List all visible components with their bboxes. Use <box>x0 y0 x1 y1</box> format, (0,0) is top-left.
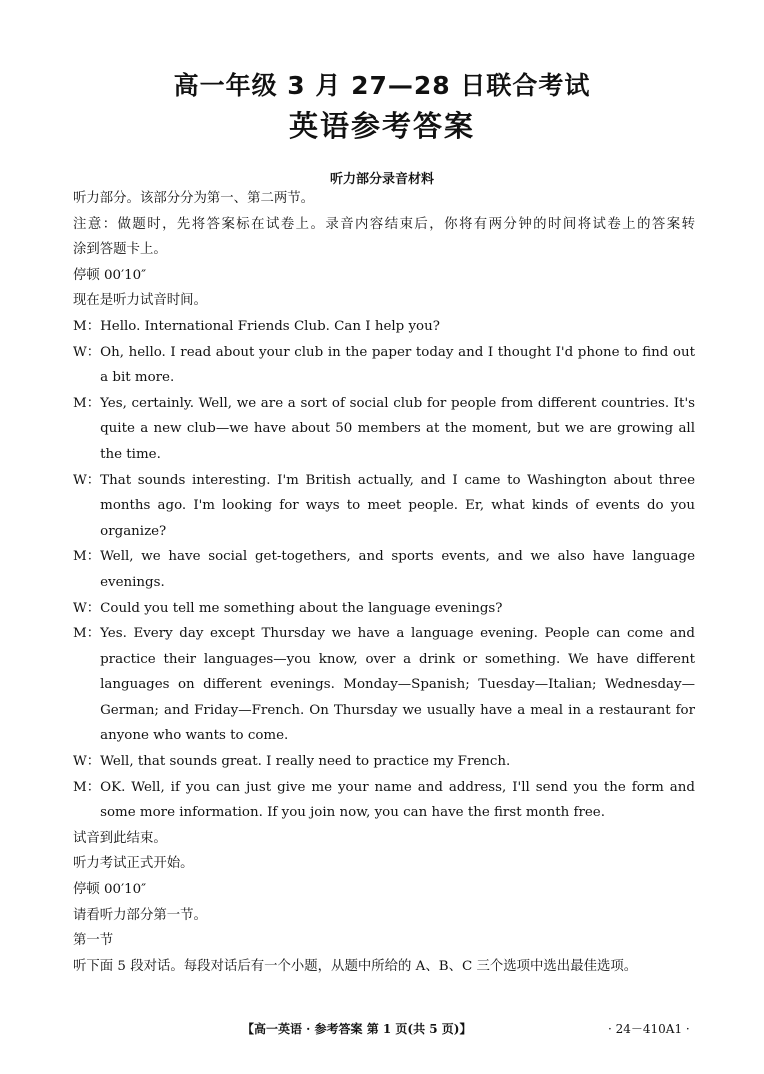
footer-page-info: 【高一英语 · 参考答案 第 1 页(共 5 页)】 <box>242 1022 472 1036</box>
dialogue-text: Well, we have social get-togethers, and sports events, and we also have language evenings. <box>100 549 695 590</box>
dialogue-text: Yes, certainly. Well, we are a sort of social club for people from different countries. It's quite a new club—we have about 50 members at the moment, but we are growing all the time. <box>100 395 695 462</box>
dialogue-line <box>73 621 695 749</box>
dialogue-line <box>73 314 695 340</box>
instruction-line: 请看听力部分第一节。 <box>73 907 207 923</box>
intro-line: 涂到答题卡上。 <box>73 242 167 258</box>
speaker-label: M： <box>73 549 101 565</box>
speaker-label: W： <box>73 754 101 770</box>
dialogue-text: Could you tell me something about the language evenings? <box>100 600 503 616</box>
footer-code: · 24－410A1 · <box>608 1022 690 1036</box>
dialogue-text: Well, that sounds great. I really need to practice my French. <box>100 754 511 770</box>
dialogue-line <box>73 391 695 468</box>
instruction-line: 试音到此结束。 <box>73 830 167 846</box>
section-title: 听力部分录音材料 <box>329 172 434 187</box>
dialogue-line <box>73 468 695 545</box>
pause-line: 停顿 00′10″ <box>73 882 147 898</box>
speaker-label: M： <box>73 395 101 411</box>
pause-line: 停顿 00′10″ <box>73 267 147 283</box>
dialogue-text: Hello. International Friends Club. Can I help you? <box>100 318 440 334</box>
speaker-label: W： <box>73 472 101 488</box>
dialogue-line <box>73 544 695 595</box>
dialogue-text: Oh, hello. I read about your club in the paper today and I thought I'd phone to find out a bit more. <box>100 344 695 386</box>
page-subtitle: 英语参考答案 <box>288 109 475 143</box>
dialogue-text: OK. Well, if you can just give me your name and address, I'll send you the form and some more information. If you join now, you can have the first month free. <box>100 779 695 821</box>
page-title: 高一年级 3 月 27—28 日联合考试 <box>173 71 591 100</box>
instruction-line: 听力考试正式开始。 <box>73 856 194 872</box>
dialogue-text: That sounds interesting. I'm British actually, and I came to Washington about three months ago. I'm looking for ways to meet people. Er, what kinds of events do you organize? <box>100 472 695 539</box>
intro-line: 听力部分。该部分分为第一、第二两节。 <box>73 191 315 206</box>
speaker-label: M： <box>73 626 101 642</box>
speaker-label: M： <box>73 779 101 795</box>
instruction-line: 听下面 5 段对话。每段对话后有一个小题，从题中所给的 A、B、C 三个选项中选出最佳选项。 <box>73 958 638 974</box>
intro-line: 注意：做题时，先将答案标在试卷上。录音内容结束后，你将有两分钟的时间将试卷上的答案转 <box>73 216 695 232</box>
dialogue-text: Yes. Every day except Thursday we have a language evening. People can come and practice their languages—you know, over a drink or something. We have different languages on different evenings. Monday—Spanish; Tuesday—Italian; Wednesday—German; and Friday—French. On Thursday we usually have a meal in a restaurant for anyone who wants to come. <box>100 626 695 744</box>
speaker-label: W： <box>73 344 101 360</box>
section-heading: 第一节 <box>73 933 114 949</box>
dialogue-line <box>73 596 695 622</box>
document-body <box>73 186 695 979</box>
intro-line: 现在是听力试音时间。 <box>73 293 207 309</box>
dialogue-line <box>73 749 695 775</box>
speaker-label: W： <box>73 600 101 616</box>
dialogue-line <box>73 775 695 826</box>
dialogue-line <box>73 340 695 391</box>
speaker-label: M： <box>73 318 101 334</box>
